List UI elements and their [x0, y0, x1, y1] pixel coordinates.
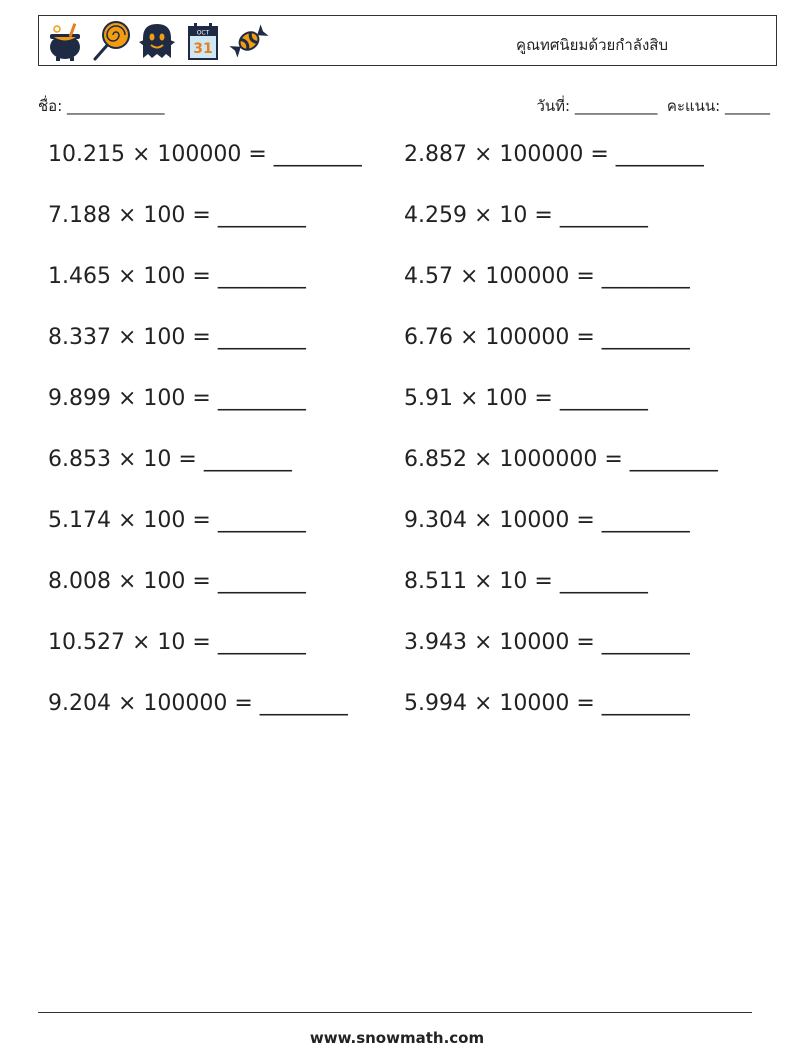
- problem: 5.994 × 10000 = ________: [404, 691, 690, 716]
- problem: 8.511 × 10 = ________: [404, 569, 648, 594]
- lollipop-icon: [91, 20, 131, 62]
- problem: 9.899 × 100 = ________: [48, 386, 306, 411]
- header-icons: [45, 20, 269, 62]
- ghost-icon: [137, 20, 177, 62]
- calendar-day: 31: [193, 41, 213, 57]
- problem: 1.465 × 100 = ________: [48, 264, 306, 289]
- score-field: คะแนน: ______: [666, 97, 770, 115]
- name-field: ชื่อ: _____________: [38, 97, 165, 115]
- problem: 5.174 × 100 = ________: [48, 508, 306, 533]
- problem: 6.76 × 100000 = ________: [404, 325, 690, 350]
- problem: 9.204 × 100000 = ________: [48, 691, 348, 716]
- problem: 5.91 × 100 = ________: [404, 386, 648, 411]
- calendar-icon: [183, 20, 223, 62]
- problem: 8.008 × 100 = ________: [48, 569, 306, 594]
- calendar-month: OCT: [196, 29, 210, 37]
- problem: 6.852 × 1000000 = ________: [404, 447, 718, 472]
- date-field: วันที่: ___________: [536, 97, 658, 115]
- problem: 7.188 × 100 = ________: [48, 203, 306, 228]
- problem: 9.304 × 10000 = ________: [404, 508, 690, 533]
- problem: 4.259 × 10 = ________: [404, 203, 648, 228]
- problem: 2.887 × 100000 = ________: [404, 142, 704, 167]
- problem: 6.853 × 10 = ________: [48, 447, 292, 472]
- problem: 4.57 × 100000 = ________: [404, 264, 690, 289]
- cauldron-icon: [45, 20, 85, 62]
- worksheet-title: คูณทศนิยมด้วยกำลังสิบ: [516, 36, 668, 54]
- footer-url: www.snowmath.com: [309, 1029, 485, 1047]
- problem: 10.215 × 100000 = ________: [48, 142, 362, 167]
- problem: 3.943 × 10000 = ________: [404, 630, 690, 655]
- problem: 10.527 × 10 = ________: [48, 630, 306, 655]
- problem: 8.337 × 100 = ________: [48, 325, 306, 350]
- worksheet-header: [38, 15, 777, 66]
- candy-icon: [229, 20, 269, 62]
- footer-divider: [38, 1012, 752, 1013]
- date-score-fields: [536, 94, 770, 118]
